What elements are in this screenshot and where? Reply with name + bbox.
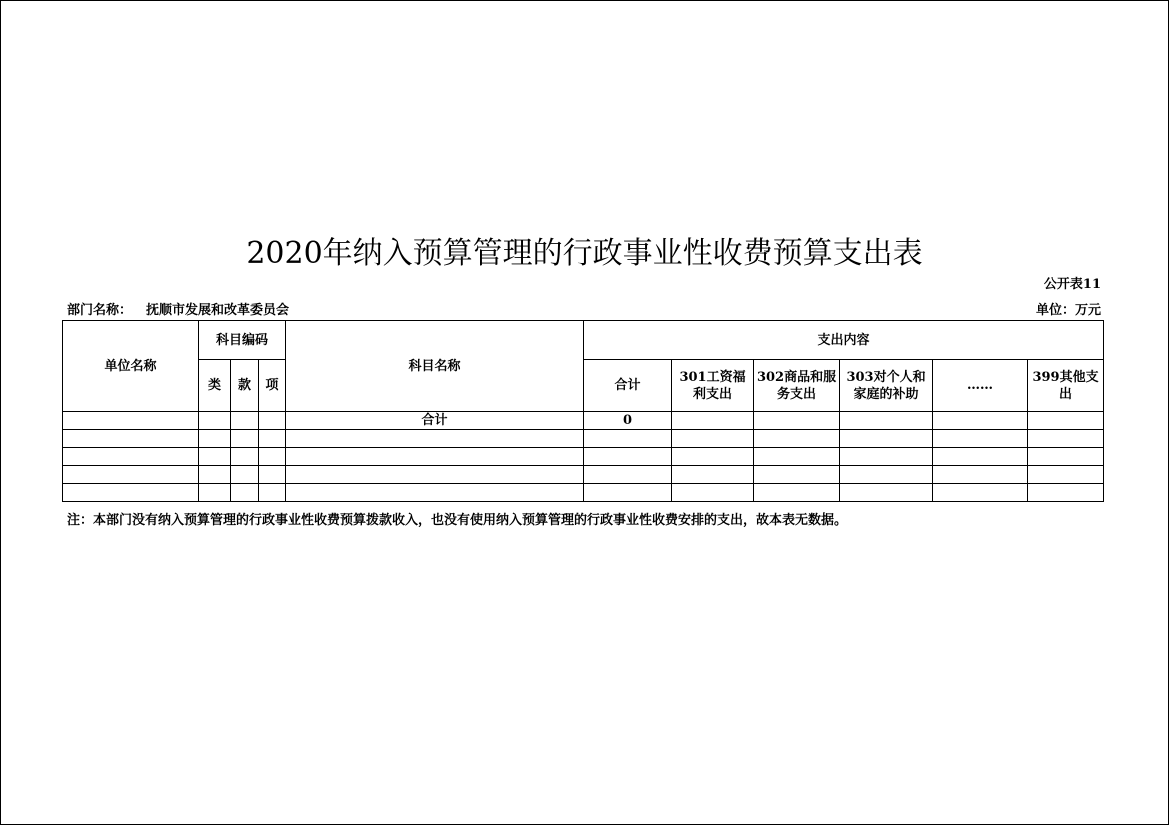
header-code-item: 项 bbox=[259, 360, 286, 412]
table-row bbox=[63, 430, 1104, 448]
header-399: 399其他支出 bbox=[1028, 360, 1104, 412]
header-303: 303对个人和家庭的补助 bbox=[840, 360, 933, 412]
header-code-section: 款 bbox=[231, 360, 259, 412]
header-row-2 bbox=[63, 360, 1104, 412]
header-ellipsis: …… bbox=[933, 360, 1028, 412]
header-row-1 bbox=[63, 321, 1104, 360]
total-value: 0 bbox=[584, 412, 672, 430]
page-title: 2020年纳入预算管理的行政事业性收费预算支出表 bbox=[246, 236, 923, 271]
table-row bbox=[63, 448, 1104, 466]
expense-table bbox=[62, 320, 1104, 502]
header-unit-name: 单位名称 bbox=[63, 321, 199, 412]
header-subject-code: 科目编码 bbox=[199, 321, 286, 360]
table-row-total bbox=[63, 412, 1104, 430]
table-row bbox=[63, 466, 1104, 484]
header-expense-content: 支出内容 bbox=[584, 321, 1104, 360]
department-value: 抚顺市发展和改革委员会 bbox=[146, 303, 290, 318]
total-label: 合计 bbox=[286, 412, 584, 430]
department-label: 部门名称： bbox=[67, 303, 133, 318]
department-line bbox=[67, 299, 303, 318]
header-302: 302商品和服务支出 bbox=[754, 360, 840, 412]
table-row bbox=[63, 484, 1104, 502]
header-total: 合计 bbox=[584, 360, 672, 412]
form-number: 公开表11 bbox=[1043, 277, 1101, 292]
header-code-class: 类 bbox=[199, 360, 231, 412]
footnote: 注：本部门没有纳入预算管理的行政事业性收费预算拨款收入，也没有使用纳入预算管理的行政事业性收费安排的支出，故本表无数据。 bbox=[67, 513, 848, 528]
header-subject-name: 科目名称 bbox=[286, 321, 584, 412]
unit-label: 单位：万元 bbox=[1035, 303, 1101, 318]
header-301: 301工资福利支出 bbox=[672, 360, 754, 412]
